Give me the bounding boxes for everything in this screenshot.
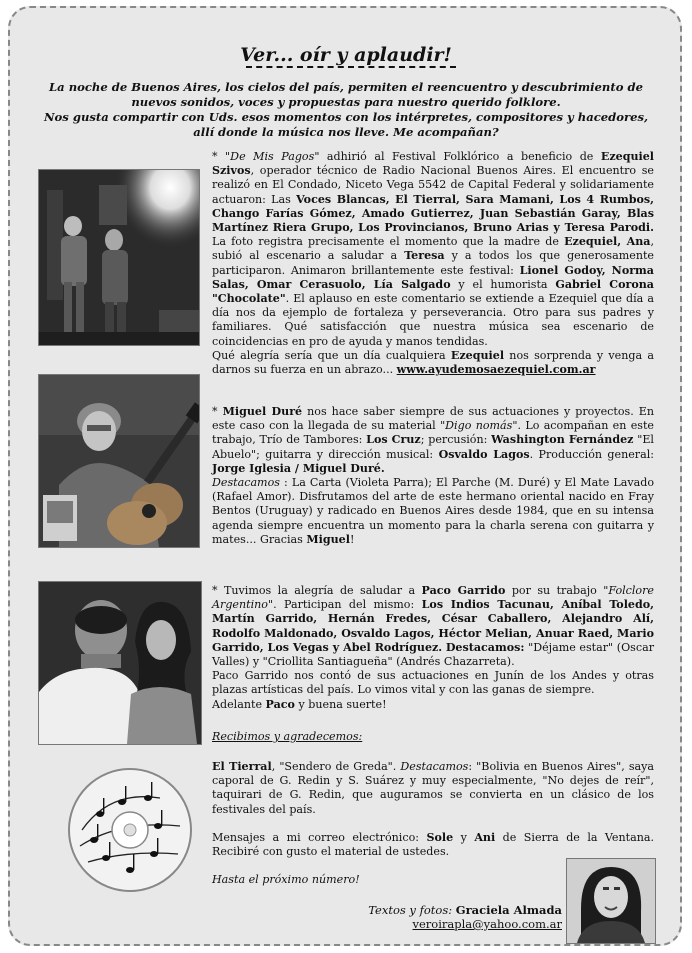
text-run: Teresa bbox=[404, 249, 445, 263]
text-run: Ani bbox=[474, 830, 496, 844]
text-run: De Mis Pagos bbox=[230, 150, 315, 163]
text-run: Osvaldo Lagos bbox=[438, 447, 530, 461]
photo-paco-garrido bbox=[38, 581, 202, 745]
article-paco-garrido bbox=[212, 584, 654, 712]
text-run: nos sorprenda y venga a darnos su fuerza en un abrazo... bbox=[212, 348, 654, 377]
credit-label: Textos y fotos: bbox=[368, 903, 456, 917]
text-run: Ezequiel Szivos bbox=[212, 150, 654, 178]
text-run: : "Bolivia en Buenos Aires", saya caporal de G. Redin y S. Suárez y muy especialmente, "No dejes de reír", taquirari de G. Redin, que auguramos se convierta en un clásico de los festivales del país. bbox=[212, 760, 655, 816]
text-run: . El aplauso en este comentario se extiende a Ezequiel que día a día nos da ejemplo de fortaleza y perseverancia. Otro para sus padres y familiares. Qué satisfacción que nuestra música sea escenario de coincidencias en pro de ayuda y manos tendidas. bbox=[212, 292, 654, 348]
text-run: Los Indios Tacunau, Aníbal Toledo, Martín Garrido, Hernán Fredes, César Caballero, Alejandro Alí, Rodolfo Maldonado, Osvaldo Lagos, Héctor Melian, Anuar Raed, Mario Garrido, Los Vegas y Abel Rodríguez. bbox=[212, 598, 654, 654]
cd-music-notes-icon bbox=[68, 768, 192, 892]
text-run: y a todos los que generosamente participaron. Animaron brillantemente este festival: bbox=[212, 249, 654, 277]
text-run: Adelante bbox=[212, 697, 266, 711]
closing-line: Hasta el próximo número! bbox=[212, 873, 360, 887]
text-run: Jorge Iglesia / Miguel Duré. bbox=[212, 461, 385, 475]
photo-guitarist bbox=[38, 374, 200, 548]
credit-author: Graciela Almada bbox=[455, 903, 562, 917]
title-underline bbox=[246, 66, 456, 68]
text-run: y el humorista bbox=[450, 277, 556, 291]
text-run: Ezequiel, Ana bbox=[564, 235, 651, 249]
text-run: Paco bbox=[265, 697, 295, 711]
photo-stage-concert bbox=[38, 169, 200, 346]
miguel-destacamos-paragraph bbox=[212, 476, 654, 547]
festival-paragraph bbox=[212, 150, 654, 349]
text-run: Mensajes a mi correo electrónico: bbox=[212, 830, 427, 844]
text-run: Miguel bbox=[306, 532, 350, 546]
text-run: . Participan del mismo: bbox=[273, 598, 422, 612]
text-run: y bbox=[453, 830, 475, 844]
paco-paragraph bbox=[212, 584, 654, 669]
text-run: Gabriel Corona "Chocolate" bbox=[212, 277, 654, 306]
page-title: Ver... oír y aplaudir! bbox=[240, 44, 452, 66]
text-run: Ezequiel bbox=[450, 348, 505, 362]
miguel-paragraph bbox=[212, 405, 654, 476]
text-run: Miguel Duré bbox=[222, 405, 303, 418]
text-run: * Tuvimos la alegría de saludar a bbox=[212, 584, 422, 597]
text-run: * " bbox=[212, 150, 231, 163]
text-run: Destacamos bbox=[212, 476, 280, 490]
text-run: Washington Fernández bbox=[491, 433, 634, 447]
article-miguel-dure bbox=[212, 405, 654, 547]
text-run: "Folclore Argentino" bbox=[212, 584, 654, 612]
recibimos-heading: Recibimos y agradecemos: bbox=[212, 730, 363, 743]
intro-block bbox=[40, 80, 652, 140]
text-run: "Digo nomás" bbox=[440, 419, 518, 433]
text-run: Lionel Godoy, Norma Salas, Omar Cerasuolo, Lía Salgado bbox=[212, 263, 654, 291]
text-run: de Sierra de la Ventana. Recibiré con gusto el material de ustedes. bbox=[212, 830, 654, 859]
text-run: Destacamos bbox=[400, 760, 469, 773]
text-run: La foto registra precisamente el momento que la madre de bbox=[212, 235, 565, 249]
credit-line bbox=[320, 903, 562, 917]
text-run: Qué alegría sería que un día cualquiera bbox=[212, 348, 451, 362]
article-festival bbox=[212, 150, 654, 377]
text-run: por su trabajo bbox=[505, 584, 604, 597]
text-run: , subió al escenario a saludar a bbox=[212, 235, 654, 263]
text-run: Los Cruz bbox=[366, 433, 421, 447]
paco-junin-paragraph bbox=[212, 669, 654, 697]
festival-link-paragraph bbox=[212, 349, 654, 377]
text-run: , operador técnico de Radio Nacional Buenos Aires. El encuentro se realizó en El Condado, Niceto Vega 5542 de Capital Federal y solidariamente actuaron: Las bbox=[212, 164, 654, 206]
credit-email[interactable]: veroirapla@yahoo.com.ar bbox=[412, 917, 562, 931]
text-run: Voces Blancas, El Tierral, Sara Mamani, Los 4 Rumbos, Chango Farías Gómez, Amado Gutierrez, Juan Sebastián Garay, Blas Martínez Riera Grupo, Los Provincianos, Bruno Arias y Teresa Parodi. bbox=[212, 192, 655, 235]
text-run: nos hace saber siempre de sus actuaciones y proyectos. En este caso con la llegada de su material bbox=[212, 405, 655, 433]
text-run: * bbox=[212, 405, 223, 418]
text-run: ! bbox=[349, 532, 355, 546]
text-run: Paco Garrido bbox=[421, 584, 506, 597]
text-run: y buena suerte! bbox=[294, 697, 387, 711]
text-run: . Producción general: bbox=[529, 447, 654, 461]
recibimos-paragraph bbox=[212, 760, 654, 817]
intro-line-2: Nos gusta compartir con Uds. esos momentos con los intérpretes, compositores y hacedores, allí donde la música nos lleve. Me acompañan? bbox=[43, 110, 649, 139]
text-run: ; percusión: bbox=[420, 433, 492, 447]
intro-line-1: La noche de Buenos Aires, los cielos del país, permiten el reencuentro y descubrimiento de nuevos sonidos, voces y propuestas para nuestro querido folklore. bbox=[49, 80, 643, 109]
text-run: . Lo acompañan en este trabajo, Trío de Tambores: bbox=[212, 419, 654, 447]
text-run: Paco Garrido nos contó de sus actuaciones en Junín de los Andes y otras plazas artísticas del país. Lo vimos vital y con las ganas de siempre. bbox=[212, 669, 654, 697]
mensajes-paragraph bbox=[212, 831, 654, 859]
text-run: " adhirió al Festival Folklórico a beneficio de bbox=[314, 150, 601, 163]
text-run: , "Sendero de Greda". bbox=[271, 760, 401, 773]
paco-closing-paragraph bbox=[212, 698, 654, 712]
text-run: Sole bbox=[426, 830, 454, 844]
text-run[interactable]: www.ayudemosaezequiel.com.ar bbox=[396, 363, 596, 377]
text-run: El Tierral bbox=[212, 760, 272, 773]
credit-block bbox=[320, 903, 562, 931]
photo-author bbox=[566, 858, 656, 944]
text-run: "Déjame estar" (Oscar Valles) y "Criollita Santiagueña" (Andrés Chazarreta). bbox=[212, 640, 655, 669]
text-run: Destacamos: bbox=[445, 640, 525, 654]
text-run: : La Carta (Violeta Parra); El Parche (M. Duré) y El Mate Lavado (Rafael Amor). Disfrutamos del arte de este hermano oriental nacido en Fray Bentos (Uruguay) y radicado en Buenos Aires desde 1984, que en su intensa agenda siempre encuentra un momento para la charla serena con guitarra y mates... Gracias bbox=[212, 476, 654, 546]
text-run: "El Abuelo"; guitarra y dirección musical: bbox=[212, 433, 654, 461]
